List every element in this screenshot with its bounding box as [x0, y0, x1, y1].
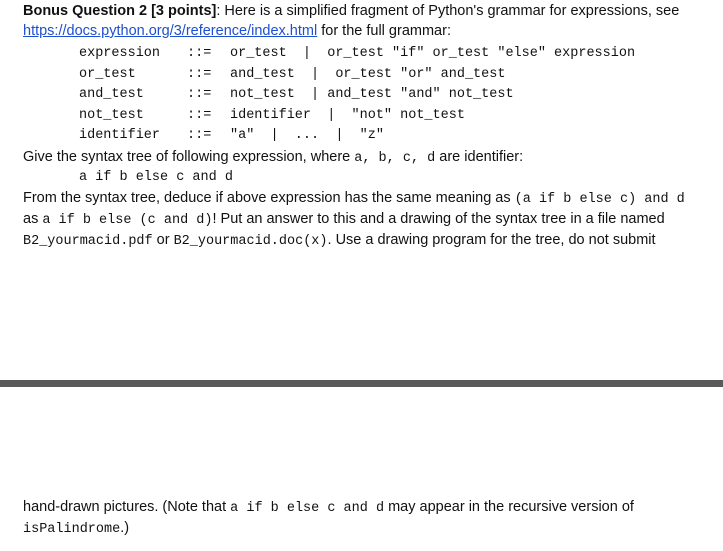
function-name: isPalindrome [23, 522, 121, 537]
continuation-code: a if b else c and d [230, 501, 385, 516]
give-text: Give the syntax tree of following expression, where [23, 149, 355, 165]
task-give-line [23, 148, 523, 168]
deduce-text: From the syntax tree, deduce if above expression has the same meaning as [23, 190, 515, 206]
use-text: . Use a drawing program for the tree, do not submit [327, 232, 656, 248]
put-text: ! Put an answer to this and a drawing of the syntax tree in a file named [212, 211, 665, 227]
task-as-line [23, 210, 665, 230]
grammar-op: ::= [187, 87, 212, 102]
grammar-op: ::= [187, 67, 212, 82]
page-break-divider [0, 380, 723, 387]
give-suffix: are identifier: [435, 149, 524, 165]
grammar-rhs: not_test | and_test "and" not_test [230, 87, 514, 102]
question-title: Bonus Question 2 [3 points] [23, 3, 217, 19]
or-text: or [152, 232, 174, 248]
grammar-rhs: or_test | or_test "if" or_test "else" expression [230, 46, 636, 61]
grammar-lhs: not_test [79, 108, 144, 123]
python-docs-link[interactable]: https://docs.python.org/3/reference/index.html [23, 23, 318, 39]
grammar-lhs: expression [79, 46, 161, 61]
continuation-text: hand-drawn pictures. (Note that [23, 499, 231, 515]
grammar-rhs: "a" | ... | "z" [230, 128, 384, 143]
as-text: as [23, 211, 43, 227]
continuation-line [23, 498, 634, 518]
task-file-line [23, 231, 656, 251]
page-bottom [0, 387, 723, 551]
variant-one: (a if b else c) and d [514, 192, 685, 207]
continuation-end: .) [120, 520, 130, 536]
variant-two: a if b else (c and d) [42, 213, 213, 228]
link-suffix: for the full grammar: [317, 23, 451, 39]
question-intro: : Here is a simplified fragment of Python's grammar for expressions, see [216, 3, 680, 19]
file-name-doc: B2_yourmacid.doc(x) [173, 234, 328, 249]
grammar-lhs: identifier [79, 128, 161, 143]
grammar-lhs: or_test [79, 67, 136, 82]
grammar-op: ::= [187, 128, 212, 143]
grammar-op: ::= [187, 108, 212, 123]
identifier-list: a, b, c, d [354, 151, 436, 166]
question-header [23, 2, 679, 20]
grammar-rhs: identifier | "not" not_test [230, 108, 465, 123]
grammar-rhs: and_test | or_test "or" and_test [230, 67, 506, 82]
continuation-line-2 [23, 519, 129, 539]
reference-line [23, 22, 451, 40]
example-expression: a if b else c and d [79, 170, 233, 185]
task-deduce-line [23, 189, 685, 209]
file-name-pdf: B2_yourmacid.pdf [23, 234, 153, 249]
continuation-text-2: may appear in the recursive version of [384, 499, 634, 515]
grammar-op: ::= [187, 46, 212, 61]
grammar-lhs: and_test [79, 87, 144, 102]
